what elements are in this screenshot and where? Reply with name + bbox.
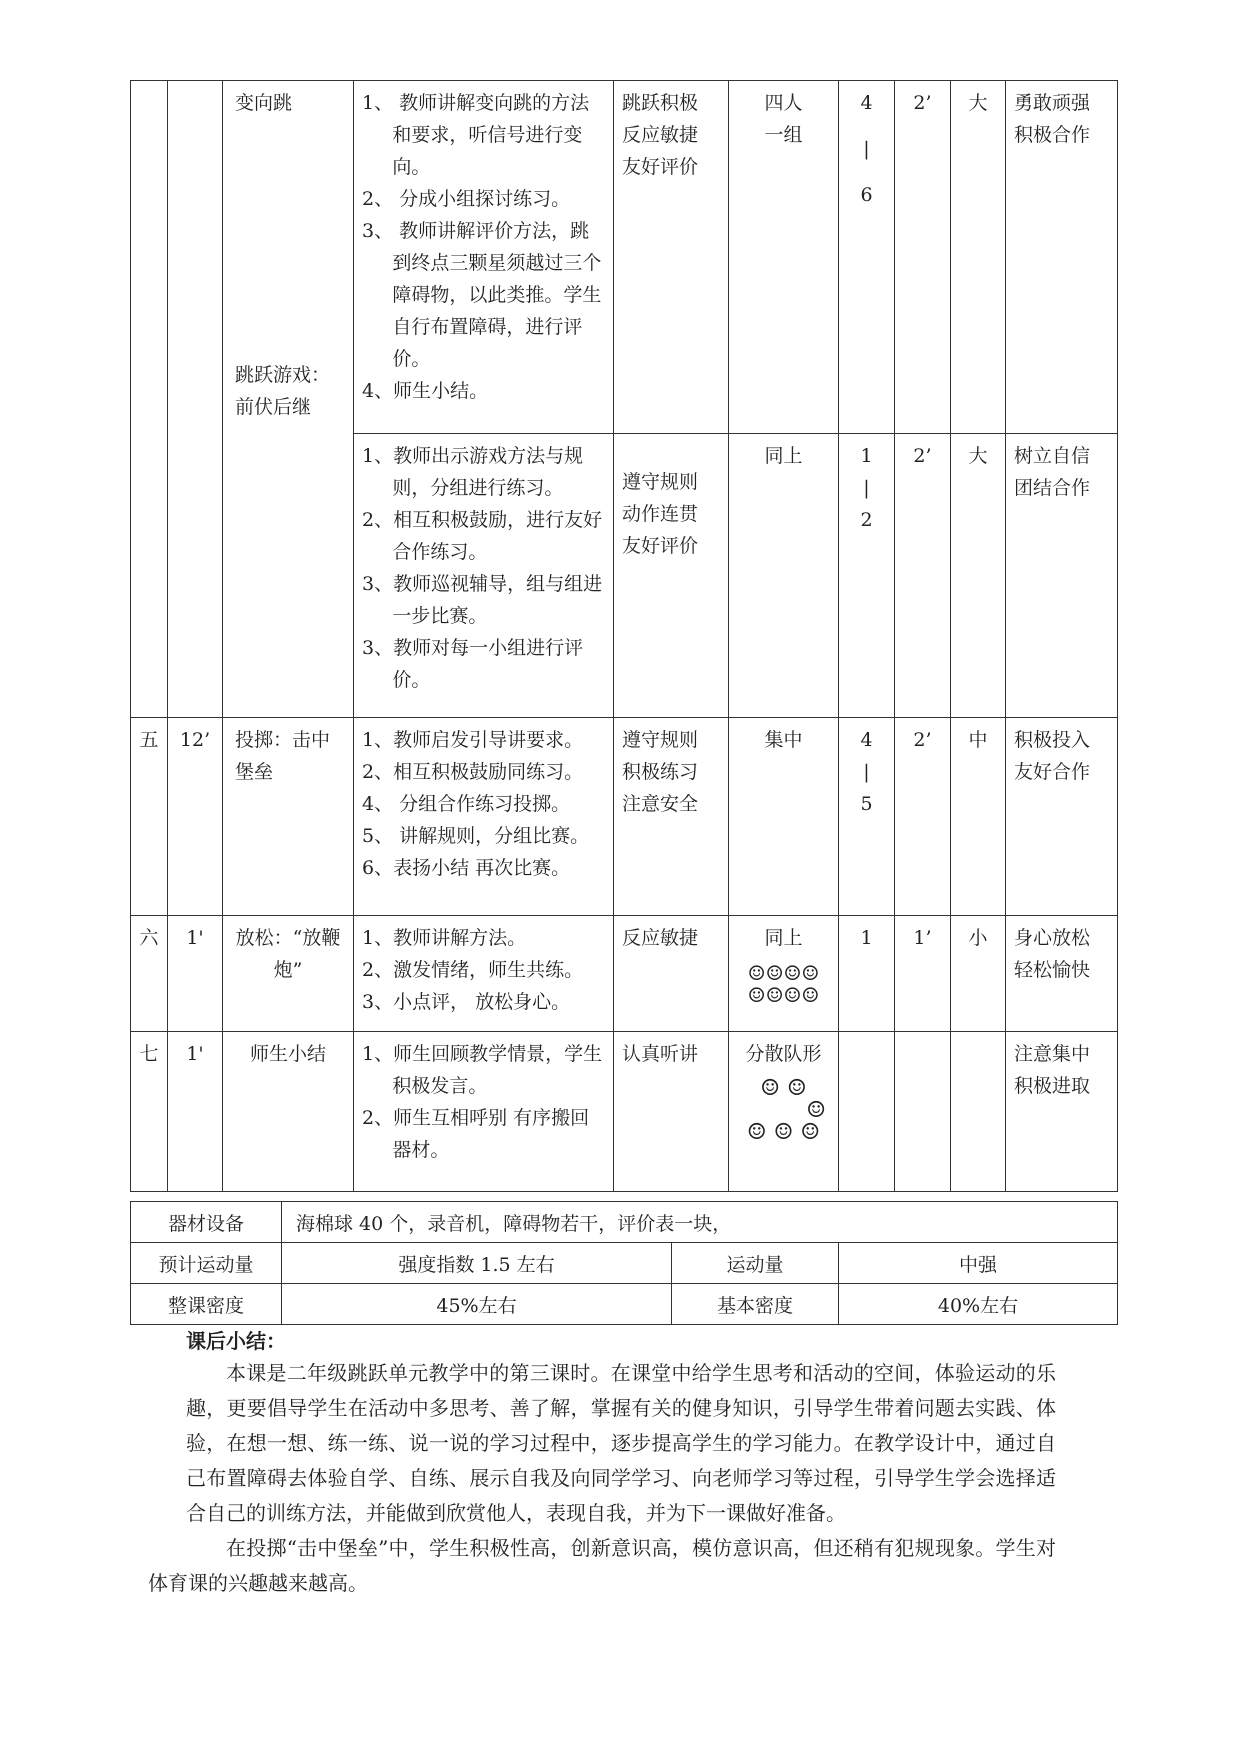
section-number: 六	[131, 916, 168, 1032]
content-cell: 师生小结	[223, 1032, 354, 1192]
section-number: 五	[131, 718, 168, 916]
reps-cell	[839, 434, 895, 718]
step-item: 1、教师讲解方法。	[362, 927, 527, 949]
amount-value: 中强	[839, 1243, 1118, 1284]
goal-item: 友好评价	[622, 156, 699, 178]
reps-item: 2	[860, 509, 873, 531]
intensity-cell	[951, 1032, 1006, 1192]
duration-cell: 2’	[895, 718, 951, 916]
basic-density-value: 40%左右	[839, 1284, 1118, 1325]
step-item: 3、教师对每一小组进行评价。	[362, 637, 584, 691]
reps-item: 1	[860, 445, 873, 467]
content-text: 跳跃游戏：前伏后继	[235, 364, 331, 418]
density-label: 整课密度	[131, 1284, 282, 1325]
organization-cell	[729, 718, 839, 916]
step-item: 3、教师巡视辅导，组与组进一步比赛。	[362, 573, 603, 627]
note-item: 轻松愉快	[1014, 959, 1091, 981]
goals-cell	[614, 1032, 729, 1192]
reps-item: |	[863, 138, 870, 160]
steps-cell	[354, 434, 614, 718]
step-item: 1、教师启发引导讲要求。	[362, 729, 584, 751]
goals-cell	[614, 718, 729, 916]
steps-cell	[354, 718, 614, 916]
summary-stats-table	[130, 1201, 1118, 1325]
organization-cell	[729, 916, 839, 1032]
step-item: 2、激发情绪，师生共练。	[362, 959, 584, 981]
note-item: 勇敢顽强	[1014, 92, 1091, 114]
smiley-face-icon: ☺	[806, 1098, 826, 1123]
density-value: 45%左右	[282, 1284, 672, 1325]
step-item: 1、师生回顾教学情景，学生积极发言。	[362, 1043, 603, 1097]
reps-cell	[839, 1032, 895, 1192]
reps-item: |	[863, 477, 870, 499]
reps-item: 4	[860, 92, 873, 114]
smiley-face-icon: ☺ ☺ ☺	[746, 1120, 821, 1145]
notes-cell	[1006, 81, 1118, 434]
org-item: 同上	[764, 445, 803, 467]
org-item: 四人	[764, 92, 803, 114]
reps-item: 6	[860, 184, 873, 206]
load-value: 强度指数 1.5 左右	[282, 1243, 672, 1284]
smiley-face-icon	[737, 1078, 830, 1144]
step-item: 5、 讲解规则，分组比赛。	[362, 825, 590, 847]
smiley-face-icon: ☺☺☺☺	[747, 983, 820, 1007]
step-item: 2、相互积极鼓励同练习。	[362, 761, 584, 783]
intensity-cell: 中	[951, 718, 1006, 916]
step-item: 2、师生互相呼别 有序搬回器材。	[362, 1107, 590, 1161]
org-item: 分散队形	[745, 1043, 822, 1065]
duration-cell: 1’	[895, 916, 951, 1032]
notes-cell	[1006, 916, 1118, 1032]
goal-item: 遵守规则	[622, 729, 699, 751]
notes-cell	[1006, 718, 1118, 916]
org-item: 一组	[764, 124, 803, 146]
step-item: 2、 分成小组探讨练习。	[362, 188, 571, 210]
goal-item: 友好评价	[622, 535, 699, 557]
steps-cell	[354, 916, 614, 1032]
reps-cell	[839, 81, 895, 434]
goal-item: 注意安全	[622, 793, 699, 815]
table-row	[131, 916, 1118, 1032]
intensity-cell: 大	[951, 81, 1006, 434]
table-row	[131, 81, 1118, 434]
table-row	[131, 718, 1118, 916]
goal-item: 遵守规则	[622, 471, 699, 493]
step-item: 4、 分组合作练习投掷。	[362, 793, 571, 815]
org-item: 集中	[764, 729, 803, 751]
goal-item: 认真听讲	[622, 1043, 699, 1065]
summary-paragraph: 在投掷“击中堡垒”中，学生积极性高，创新意识高，模仿意识高，但还稍有犯规现象。学生对体育课的兴趣越来越高。	[148, 1536, 1056, 1595]
organization-cell	[729, 1032, 839, 1192]
step-item: 3、 教师讲解评价方法，跳到终点三颗星须越过三个障碍物，以此类推。学生自行布置障碍，进行评价。	[362, 220, 602, 370]
content-cell: 投掷：击中堡垒	[223, 718, 354, 916]
note-item: 友好合作	[1014, 761, 1091, 783]
table-row	[131, 1243, 1118, 1284]
organization-cell	[729, 434, 839, 718]
content-cell: 放松：“放鞭炮”	[223, 916, 354, 1032]
note-item: 积极合作	[1014, 124, 1091, 146]
step-item: 1、 教师讲解变向跳的方法和要求，听信号进行变向。	[362, 92, 590, 178]
reps-cell	[839, 916, 895, 1032]
step-item: 2、相互积极鼓励，进行友好合作练习。	[362, 509, 603, 563]
section-time: 1'	[168, 916, 223, 1032]
goal-item: 反应敏捷	[622, 927, 699, 949]
summary-title: 课后小结：	[186, 1329, 286, 1353]
step-item: 6、表扬小结 再次比赛。	[362, 857, 571, 879]
reps-cell	[839, 718, 895, 916]
load-label: 预计运动量	[131, 1243, 282, 1284]
reps-item: |	[863, 761, 870, 783]
lesson-plan-table	[130, 80, 1118, 1192]
content-text: 变向跳	[235, 92, 293, 114]
goal-item: 跳跃积极	[622, 92, 699, 114]
smiley-face-icon	[737, 962, 830, 1006]
post-lesson-summary	[148, 1326, 1056, 1601]
note-item: 树立自信	[1014, 445, 1091, 467]
equipment-value: 海棉球 40 个，录音机，障碍物若干，评价表一块，	[282, 1202, 1118, 1243]
note-item: 身心放松	[1014, 927, 1091, 949]
duration-cell: 2’	[895, 434, 951, 718]
step-item: 4、师生小结。	[362, 380, 489, 402]
duration-cell	[895, 1032, 951, 1192]
steps-cell	[354, 81, 614, 434]
table-row	[131, 1032, 1118, 1192]
section-number	[131, 81, 168, 718]
basic-density-label: 基本密度	[672, 1284, 839, 1325]
notes-cell	[1006, 434, 1118, 718]
intensity-cell: 小	[951, 916, 1006, 1032]
reps-item: 5	[860, 793, 873, 815]
summary-paragraph: 本课是二年级跳跃单元教学中的第三课时。在课堂中给学生思考和活动的空间，体验运动的乐趣，更要倡导学生在活动中多思考、善了解，掌握有关的健身知识，引导学生带着问题去实践、体验，在想一想、练一练、说一说的学习过程中，逐步提高学生的学习能力。在教学设计中，通过自己布置障碍去体验自学、自练、展示自我及向同学学习、向老师学习等过程，引导学生学会选择适合自己的训练方法，并能做到欣赏他人，表现自我，并为下一课做好准备。	[186, 1361, 1056, 1525]
org-item: 同上	[764, 927, 803, 949]
note-item: 团结合作	[1014, 477, 1091, 499]
amount-label: 运动量	[672, 1243, 839, 1284]
note-item: 注意集中	[1014, 1043, 1091, 1065]
organization-cell	[729, 81, 839, 434]
section-number: 七	[131, 1032, 168, 1192]
steps-cell	[354, 1032, 614, 1192]
note-item: 积极进取	[1014, 1075, 1091, 1097]
reps-item: 4	[860, 729, 873, 751]
reps-item: 1	[860, 927, 873, 949]
goals-cell	[614, 434, 729, 718]
goal-item: 积极练习	[622, 761, 699, 783]
goals-cell	[614, 916, 729, 1032]
section-time	[168, 81, 223, 718]
step-item: 3、小点评， 放松身心。	[362, 991, 571, 1013]
step-item: 1、教师出示游戏方法与规则，分组进行练习。	[362, 445, 584, 499]
smiley-face-icon: ☺ ☺	[760, 1076, 807, 1101]
intensity-cell: 大	[951, 434, 1006, 718]
table-row	[131, 1284, 1118, 1325]
equipment-label: 器材设备	[131, 1202, 282, 1243]
duration-cell: 2’	[895, 81, 951, 434]
goals-cell	[614, 81, 729, 434]
smiley-face-icon: ☺☺☺☺	[747, 961, 820, 985]
notes-cell	[1006, 1032, 1118, 1192]
section-time: 12’	[168, 718, 223, 916]
content-cell	[223, 81, 354, 718]
goal-item: 动作连贯	[622, 503, 699, 525]
section-time: 1'	[168, 1032, 223, 1192]
goal-item: 反应敏捷	[622, 124, 699, 146]
note-item: 积极投入	[1014, 729, 1091, 751]
table-row	[131, 1202, 1118, 1243]
